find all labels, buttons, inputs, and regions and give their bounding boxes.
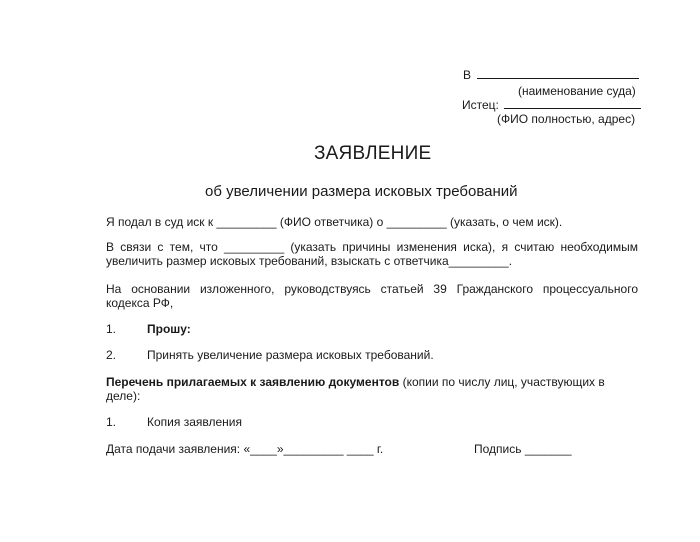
plaintiff-hint: (ФИО полностью, адрес): [497, 112, 636, 126]
paragraph-basis: [106, 282, 638, 310]
plaintiff-prefix: Истец:: [462, 98, 499, 112]
attachments-heading-line2: деле):: [106, 389, 141, 403]
attachment-item-1-text: Копия заявления: [147, 415, 242, 429]
signature: Подпись _______: [474, 442, 572, 456]
court-hint: (наименование суда): [518, 84, 636, 98]
paragraph-reason-line1: В связи с тем, что _________ (указать причины изменения иска), я считаю необходимым: [106, 240, 638, 254]
court-blank: [477, 68, 639, 79]
document-subtitle: об увеличении размера исковых требований: [205, 183, 518, 200]
court-line: [463, 68, 639, 82]
paragraph-reason-line2: увеличить размер исковых требований, взыскать с ответчика_________.: [106, 254, 513, 268]
attachment-item-1-number: 1.: [106, 415, 117, 429]
request-item-1-number: 1.: [106, 322, 117, 336]
plaintiff-line: [462, 98, 641, 112]
plaintiff-blank: [504, 98, 641, 109]
attachments-heading-bold: Перечень прилагаемых к заявлению документов: [106, 375, 400, 389]
document-title: ЗАЯВЛЕНИЕ: [314, 143, 432, 164]
attachments-heading: [106, 375, 605, 389]
to-prefix: В: [463, 68, 472, 82]
attachments-heading-rest: (копии по числу лиц, участвующих в: [399, 375, 605, 389]
request-item-1-text: Прошу:: [147, 322, 191, 336]
paragraph-reason: [106, 240, 638, 268]
request-item-2-number: 2.: [106, 348, 117, 362]
paragraph-claim: Я подал в суд иск к _________ (ФИО ответчика) о _________ (указать, о чем иск).: [106, 215, 563, 229]
request-item-2-text: Принять увеличение размера исковых требований.: [147, 348, 434, 362]
filing-date: Дата подачи заявления: «____»_________ ____ г.: [106, 442, 384, 456]
paragraph-basis-line1: На основании изложенного, руководствуясь статьей 39 Гражданского процессуального: [106, 282, 638, 296]
paragraph-basis-line2: кодекса РФ,: [106, 296, 174, 310]
